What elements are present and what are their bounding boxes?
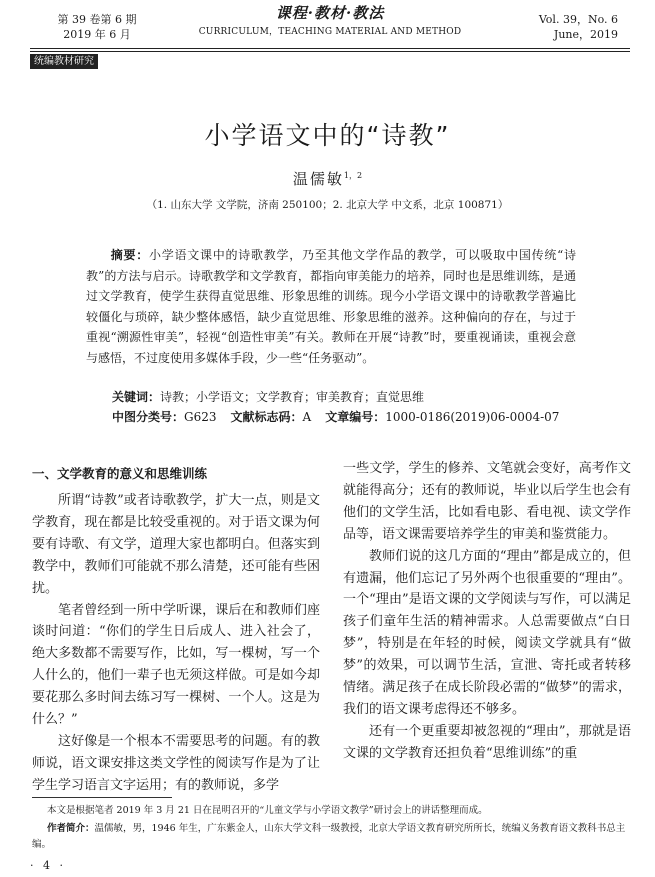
body-paragraph: 教师们说的这几方面的“理由”都是成立的，但有遗漏，他们忘记了另外两个也很重要的“理由”。一个“理由”是语文课的文学阅读与写作，可以满足孩子们童年生活的精神需求。人总需要做点“白日梦”，特别是在年轻的时候，阅读文学就具有“做梦”的效果，可以调节生活，宣泄、寄托或者转移情绪。满足孩子在成长阶段必需的“做梦”的需求，我们的语文课考虑得还不够多。: [343, 548, 631, 717]
article-author: [0, 168, 655, 189]
article-title: 小学语文中的“诗教”: [204, 121, 451, 150]
volume-cn: 第 39 卷第 6 期: [57, 13, 137, 26]
author-bio-label: 作者简介：: [47, 823, 95, 834]
body-paragraph: 所谓“诗教”或者诗歌教学，扩大一点，则是文学教育，现在都是比较受重视的。对于语文课为何要有诗歌、有文学，道理大家也都明白。但落实到教学中，教师们可能就不那么清楚，还可能有些困扰。: [32, 493, 320, 596]
header-journal-block: [180, 3, 480, 39]
classification-line: [112, 408, 592, 426]
doc-code-label: 文献标志码：: [230, 410, 303, 424]
author-bio-text: 温儒敏，男，1946 年生，广东紫金人，山东大学文科一级教授，北京大学语文教育研究所所长，统编义务教育语文教科书总主编。: [32, 823, 626, 850]
header-rule-thin: [30, 51, 630, 52]
abstract: [86, 245, 576, 368]
body-column-right: [343, 458, 631, 765]
page-number: · 4 ·: [30, 859, 66, 872]
keywords-text: 诗教；小学语文；文学教育；审美教育；直觉思维: [160, 390, 425, 404]
header-volume-block: [52, 12, 142, 42]
abstract-label: 摘要：: [110, 248, 150, 262]
article-number-label: 文章编号：: [325, 410, 386, 424]
body-paragraph: 还有一个更重要却被忽视的“理由”，那就是语文课的文学教育还担负着“思维训练”的重: [343, 723, 631, 761]
body-column-left: [32, 458, 320, 797]
column-tag: 统编教材研究: [30, 54, 98, 69]
footnote-rule: [32, 797, 172, 798]
body-paragraph-continued: 一些文学，学生的修养、文笔就会变好，高考作文就能得高分；还有的教师说，毕业以后学生也会有他们的文学生活，比如看电影、看电视、读文学作品等，语文课需要培养学生的审美和鉴赏能力。: [343, 461, 631, 542]
section-heading: 一、文学教育的意义和思维训练: [32, 466, 208, 481]
author-name: 温儒敏: [292, 170, 344, 188]
doc-code-value: A: [302, 410, 312, 424]
footnote-author-bio: [32, 821, 632, 853]
volume-en: Vol. 39，No. 6: [538, 13, 618, 26]
date-en: June，2019: [553, 28, 618, 41]
clc-label: 中图分类号：: [112, 410, 185, 424]
author-affiliation: （1. 山东大学 文学院，济南 250100；2. 北京大学 中文系，北京 100871）: [146, 199, 509, 211]
footnote-source: 本文是根据笔者 2019 年 3 月 21 日在昆明召开的“儿童文学与小学语文教学”研讨会上的讲话整理而成。: [47, 805, 488, 816]
date-cn: 2019 年 6 月: [63, 28, 131, 41]
header-volume-en-block: [528, 12, 618, 42]
article-number-value: 1000-0186(2019)06-0004-07: [385, 410, 560, 424]
journal-name-cn: 课程·教材·教法: [275, 4, 385, 22]
header-rule: [30, 48, 630, 49]
clc-value: G623: [184, 410, 217, 424]
author-affiliation-marker: 1，2: [343, 171, 363, 180]
body-paragraph: 笔者曾经到一所中学听课，课后在和教师们座谈时问道：“你们的学生日后成人、进入社会了，绝大多数都不需要写作，比如，写一棵树，写一个人什么的，他们一辈子也无须这样做。可是如今却要花那么多时间去练习写一棵树、一个人。这是为什么？”: [32, 602, 320, 728]
body-paragraph: 这好像是一个根本不需要思考的问题。有的教师说，语文课安排这类文学性的阅读写作是为了让学生学习语言文字运用；有的教师说，多学: [32, 733, 320, 793]
keywords-label: 关键词：: [112, 390, 161, 404]
abstract-text: 小学语文课中的诗歌教学，乃至其他文学作品的教学，可以吸取中国传统“诗教”的方法与启示。诗歌教学和文学教育，都指向审美能力的培养，同时也是思维训练，是通过文学教育，使学生获得直觉思维、形象思维的训练。现今小学语文课中的诗歌教学普遍比较僵化与琐碎，缺少整体感悟，缺少直觉思维、形象思维的滋养。这种偏向的存在，与过于重视“溯源性审美”，轻视“创造性审美”有关。教师在开展“诗教”时，要重视诵读，重视会意与感悟，不过度使用多媒体手段，少一些“任务驱动”。: [86, 248, 576, 365]
keywords: [112, 388, 582, 406]
journal-name-en: CURRICULUM，TEACHING MATERIAL AND METHOD: [198, 27, 462, 37]
